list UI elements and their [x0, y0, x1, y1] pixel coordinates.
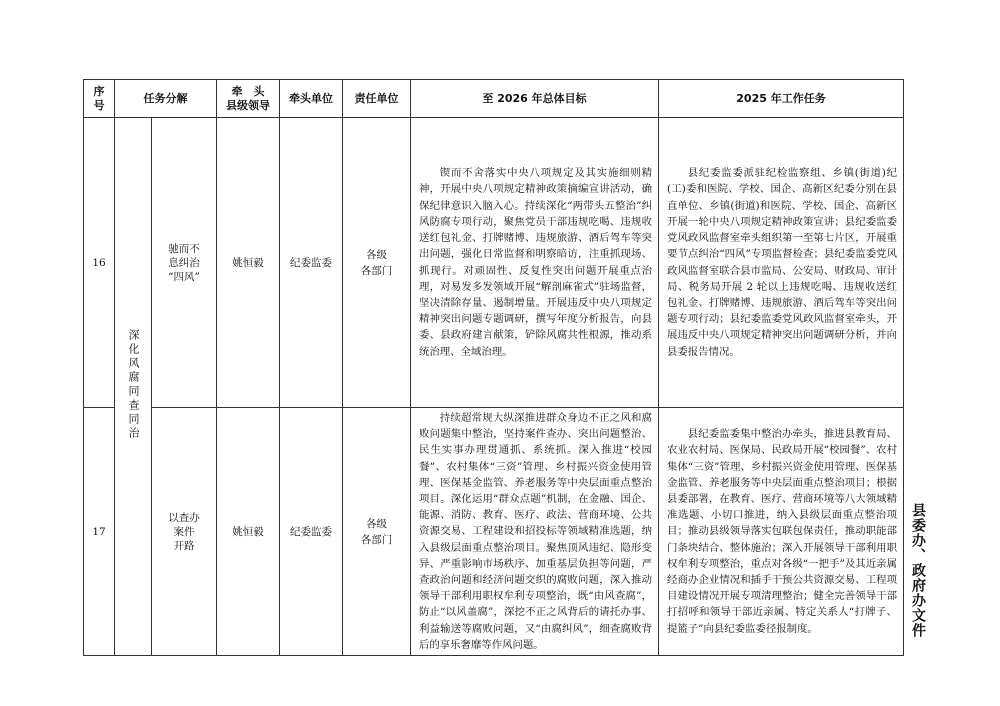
row-subtask: 驰而不 息纠治 “四风” [152, 118, 217, 408]
header-row [84, 80, 904, 118]
header-leader: 牵 头 县级领导 [217, 80, 280, 118]
row-task-cell [659, 408, 904, 656]
header-lead-unit: 牵头单位 [280, 80, 343, 118]
header-goal-2026: 至 2026 年总体目标 [411, 80, 659, 118]
header-seq: 序 号 [84, 80, 115, 118]
row-goal: 持续超常规大纵深推进群众身边不正之风和腐败问题集中整治，坚持案件查办、突出问题整治、民生实事办理贯通抓、系统抓。深入推进“校园餐”、农村集体“三资”管理、乡村振兴资金使用管理、医保基金监管、养老服务等中央层面重点整治项目。深化运用“群众点题”机制，在金融、国企、能源、消防、教育、医疗、政法、营商环境、公共资源交易、工程建设和招投标等领域精准选题，纳入县级层面重点整治项目。聚焦顶风违纪、隐形变异、严重影响市场秩序、加重基层负担等问题，严查政治问题和经济问题交织的腐败问题，深入推动领导干部利用职权牟利专项整治，既“由风查腐”，防止“以风盖腐”，深挖不正之风背后的请托办事、利益输送等腐败问题，又“由腐纠风”，细查腐败背后的享乐奢靡等作风问题。 [419, 412, 652, 651]
document-source-label: 县委办、政府办文件 [910, 503, 926, 638]
table-row [84, 408, 904, 656]
row-task-2025: 县纪委监委集中整治办牵头，推进县教育局、农业农村局、医保局、民政局开展“校园餐”、农村集体“三资”管理、乡村振兴资金使用管理、医保基金监管、养老服务等中央层面重点整治项目；根据县委部署，在教育、医疗、营商环境等八大领域精准选题、小切口推进，纳入县级层面重点整治项目；推动县级领导落实包联包保责任，推动职能部门条块结合、整体施治；深入开展领导干部利用职权牟利专项整治，重点对各级“一把手”及其近亲属经商办企业情况和插手干预公共资源交易、工程项目建设情况开展专项清理整治；健全完善领导干部打招呼和领导干部近亲属、特定关系人“打牌子、提篮子”向县纪委监委径报制度。 [667, 428, 897, 635]
row-task-cell [659, 118, 904, 408]
row-goal-cell [411, 118, 659, 408]
group-label: 深化风腐同查同治 [127, 329, 140, 442]
row-seq: 17 [84, 408, 115, 656]
header-task: 任务分解 [115, 80, 217, 118]
row-lead-unit: 纪委监委 [280, 408, 343, 656]
row-goal: 锲而不舍落实中央八项规定及其实施细则精神，开展中央八项规定精神政策摘编宣讲活动，确保纪律意识入脑入心。持续深化“两带头五整治”纠风防腐专项行动，聚焦党员干部违规吃喝、违规收送红包礼金、打牌赌博、违规旅游、酒后驾车等突出问题，强化日常监督和明察暗访，注重抓现场、抓现行。对顽固性、反复性突出问题开展重点治理，对易发多发领域开展“解剖麻雀式”驻场监督，坚决清除存量、遏制增量。开展违反中央八项规定精神突出问题专题调研，撰写年度分析报告，向县委、县政府建言献策，铲除风腐共性根源，推动系统治理、全域治理。 [419, 167, 652, 358]
row-seq: 16 [84, 118, 115, 408]
row-resp-unit: 各级 各部门 [343, 118, 411, 408]
header-resp-unit: 责任单位 [343, 80, 411, 118]
row-leader: 姚恒毅 [217, 118, 280, 408]
row-lead-unit: 纪委监委 [280, 118, 343, 408]
row-leader: 姚恒毅 [217, 408, 280, 656]
row-resp-unit: 各级 各部门 [343, 408, 411, 656]
header-task-2025: 2025 年工作任务 [659, 80, 904, 118]
row-task-2025: 县纪委监委派驻纪检监察组、乡镇(街道)纪(工)委和医院、学校、国企、高新区纪委分别在县直单位、乡镇(街道)和医院、学校、国企、高新区开展一轮中央八项规定精神政策宣讲；县纪委监委党风政风监督室牵头组织第一至第七片区，开展重要节点纠治“四风”专项监督检查；县纪委监委党风政风监督室联合县市监局、公安局、财政局、审计局、税务局开展 2 轮以上违规吃喝、违规收送红包礼金、打牌赌博、违规旅游、酒后驾车等突出问题专项行动；县纪委监委党风政风监督室牵头，开展违反中央八项规定精神突出问题调研分析，并向县委报告情况。 [667, 167, 897, 358]
row-goal-cell [411, 408, 659, 656]
task-table [83, 79, 904, 656]
table-row [84, 118, 904, 408]
row-subtask: 以查办 案件 开路 [152, 408, 217, 656]
group-label-cell [115, 118, 152, 656]
